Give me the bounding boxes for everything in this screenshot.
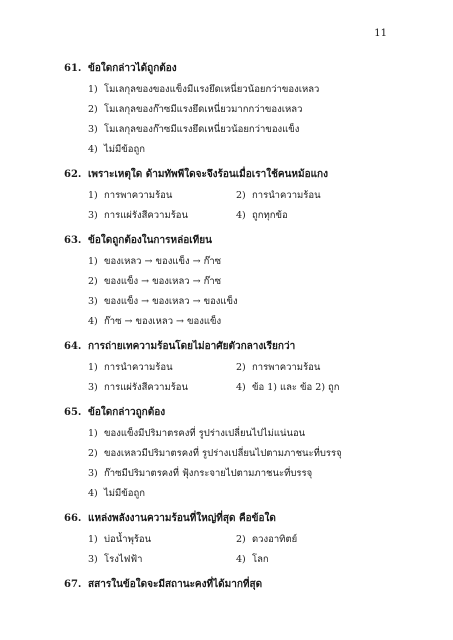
answer-option <box>88 444 342 464</box>
option-number: 3) <box>88 296 98 307</box>
option-row <box>88 186 404 206</box>
option-text: ไม่มีข้อถูก <box>104 144 146 155</box>
answer-option <box>88 358 236 378</box>
question-text: สสารในข้อใดจะมีสถานะคงที่ได้มากที่สุด <box>88 579 263 590</box>
answer-options <box>64 252 404 332</box>
option-row <box>88 120 404 140</box>
option-text: ก๊าซ → ของเหลว → ของแข็ง <box>104 316 222 327</box>
option-text: ข้อ 1) และ ข้อ 2) ถูก <box>252 382 340 393</box>
option-row <box>88 292 404 312</box>
question-number: 66. <box>64 513 82 524</box>
option-number: 4) <box>88 488 98 499</box>
option-text: ของแข็ง → ของเหลว → ก๊าซ <box>104 276 222 287</box>
option-row <box>88 80 404 100</box>
answer-option <box>88 120 299 140</box>
question-number: 62. <box>64 169 82 180</box>
option-text: ของเหลวมีปริมาตรคงที่ รูปร่างเปลี่ยนไปตามภาชนะที่บรรจุ <box>104 448 342 459</box>
option-text: โรงไฟฟ้า <box>104 554 143 565</box>
answer-option <box>88 252 221 272</box>
question-number: 65. <box>64 407 82 418</box>
answer-option <box>88 312 221 332</box>
option-number: 4) <box>236 210 246 221</box>
question-list <box>64 62 404 600</box>
answer-option <box>88 464 312 484</box>
option-text: การพาความร้อน <box>252 362 321 373</box>
question-text: เพราะเหตุใด ด้ามทัพพีใดจะจึงร้อนเมื่อเราใช้คนหม้อแกง <box>88 169 328 180</box>
option-number: 3) <box>88 210 98 221</box>
option-number: 2) <box>236 190 246 201</box>
option-number: 1) <box>88 534 98 545</box>
question-heading <box>64 578 404 592</box>
page-number: 11 <box>374 28 387 39</box>
answer-option <box>236 378 384 398</box>
question-number: 67. <box>64 579 82 590</box>
answer-option <box>236 206 384 226</box>
option-text: โมเลกุลของของแข็งมีแรงยึดเหนี่ยวน้อยกว่าของเหลว <box>104 84 320 95</box>
option-row <box>88 140 404 160</box>
option-text: โมเลกุลของก๊าซมีแรงยึดเหนี่ยวมากกว่าของเหลว <box>104 104 303 115</box>
answer-options <box>64 530 404 570</box>
question-67 <box>64 578 404 592</box>
option-number: 4) <box>236 554 246 565</box>
option-number: 4) <box>88 144 98 155</box>
option-text: การแผ่รังสีความร้อน <box>104 382 189 393</box>
option-row <box>88 444 404 464</box>
question-heading <box>64 512 404 526</box>
option-text: การแผ่รังสีความร้อน <box>104 210 189 221</box>
answer-option <box>88 530 236 550</box>
question-heading <box>64 168 404 182</box>
option-number: 2) <box>88 448 98 459</box>
option-number: 1) <box>88 362 98 373</box>
question-62 <box>64 168 404 226</box>
option-row <box>88 252 404 272</box>
question-number: 61. <box>64 63 82 74</box>
question-text: แหล่งพลังงานความร้อนที่ใหญ่ที่สุด คือข้อใด <box>88 513 276 524</box>
question-text: ข้อใดถูกต้องในการหล่อเทียน <box>88 235 212 246</box>
question-63 <box>64 234 404 332</box>
question-heading <box>64 340 404 354</box>
option-number: 1) <box>88 256 98 267</box>
question-66 <box>64 512 404 570</box>
question-text: การถ่ายเทความร้อนโดยไม่อาศัยตัวกลางเรียกว่า <box>88 341 296 352</box>
question-65 <box>64 406 404 504</box>
answer-options <box>64 186 404 226</box>
option-number: 1) <box>88 190 98 201</box>
answer-option <box>88 484 145 504</box>
option-number: 3) <box>88 124 98 135</box>
answer-options <box>64 358 404 398</box>
option-number: 2) <box>88 276 98 287</box>
option-row <box>88 378 404 398</box>
answer-option <box>236 530 384 550</box>
option-row <box>88 464 404 484</box>
option-number: 4) <box>88 316 98 327</box>
answer-option <box>88 272 221 292</box>
option-text: ถูกทุกข้อ <box>252 210 288 221</box>
option-number: 2) <box>236 362 246 373</box>
answer-option <box>88 206 236 226</box>
question-61 <box>64 62 404 160</box>
option-row <box>88 312 404 332</box>
option-number: 3) <box>88 554 98 565</box>
option-text: การนำความร้อน <box>252 190 321 201</box>
option-text: ของเหลว → ของแข็ง → ก๊าซ <box>104 256 222 267</box>
option-text: ก๊าซมีปริมาตรคงที่ ฟุ้งกระจายไปตามภาชนะที่บรรจุ <box>104 468 313 479</box>
option-row <box>88 484 404 504</box>
question-text: ข้อใดกล่าวถูกต้อง <box>88 407 166 418</box>
option-text: ของแข็ง → ของเหลว → ของแข็ง <box>104 296 238 307</box>
option-number: 2) <box>88 104 98 115</box>
answer-options <box>64 80 404 160</box>
answer-option <box>88 100 302 120</box>
option-text: ดวงอาทิตย์ <box>252 534 298 545</box>
question-heading <box>64 62 404 76</box>
option-row <box>88 358 404 378</box>
answer-option <box>88 186 236 206</box>
answer-option <box>236 358 384 378</box>
option-number: 2) <box>236 534 246 545</box>
option-row <box>88 100 404 120</box>
option-text: ของแข็งมีปริมาตรคงที่ รูปร่างเปลี่ยนไปไม่แน่นอน <box>104 428 306 439</box>
answer-options <box>64 424 404 504</box>
option-text: บ่อน้ำพุร้อน <box>104 534 152 545</box>
answer-option <box>88 80 319 100</box>
answer-option <box>88 292 238 312</box>
option-row <box>88 272 404 292</box>
question-64 <box>64 340 404 398</box>
answer-option <box>88 424 305 444</box>
option-text: การพาความร้อน <box>104 190 173 201</box>
question-number: 63. <box>64 235 82 246</box>
answer-option <box>88 140 145 160</box>
answer-option <box>88 378 236 398</box>
option-text: โลก <box>252 554 269 565</box>
option-row <box>88 530 404 550</box>
option-number: 4) <box>236 382 246 393</box>
option-text: การนำความร้อน <box>104 362 173 373</box>
question-heading <box>64 234 404 248</box>
option-text: ไม่มีข้อถูก <box>104 488 146 499</box>
question-heading <box>64 406 404 420</box>
answer-option <box>236 550 384 570</box>
option-text: โมเลกุลของก๊าซมีแรงยึดเหนี่ยวน้อยกว่าของแข็ง <box>104 124 300 135</box>
option-row <box>88 424 404 444</box>
option-row <box>88 550 404 570</box>
option-number: 1) <box>88 84 98 95</box>
question-text: ข้อใดกล่าวได้ถูกต้อง <box>88 63 177 74</box>
answer-option <box>236 186 384 206</box>
option-number: 3) <box>88 382 98 393</box>
question-number: 64. <box>64 341 82 352</box>
option-number: 3) <box>88 468 98 479</box>
option-number: 1) <box>88 428 98 439</box>
answer-option <box>88 550 236 570</box>
option-row <box>88 206 404 226</box>
